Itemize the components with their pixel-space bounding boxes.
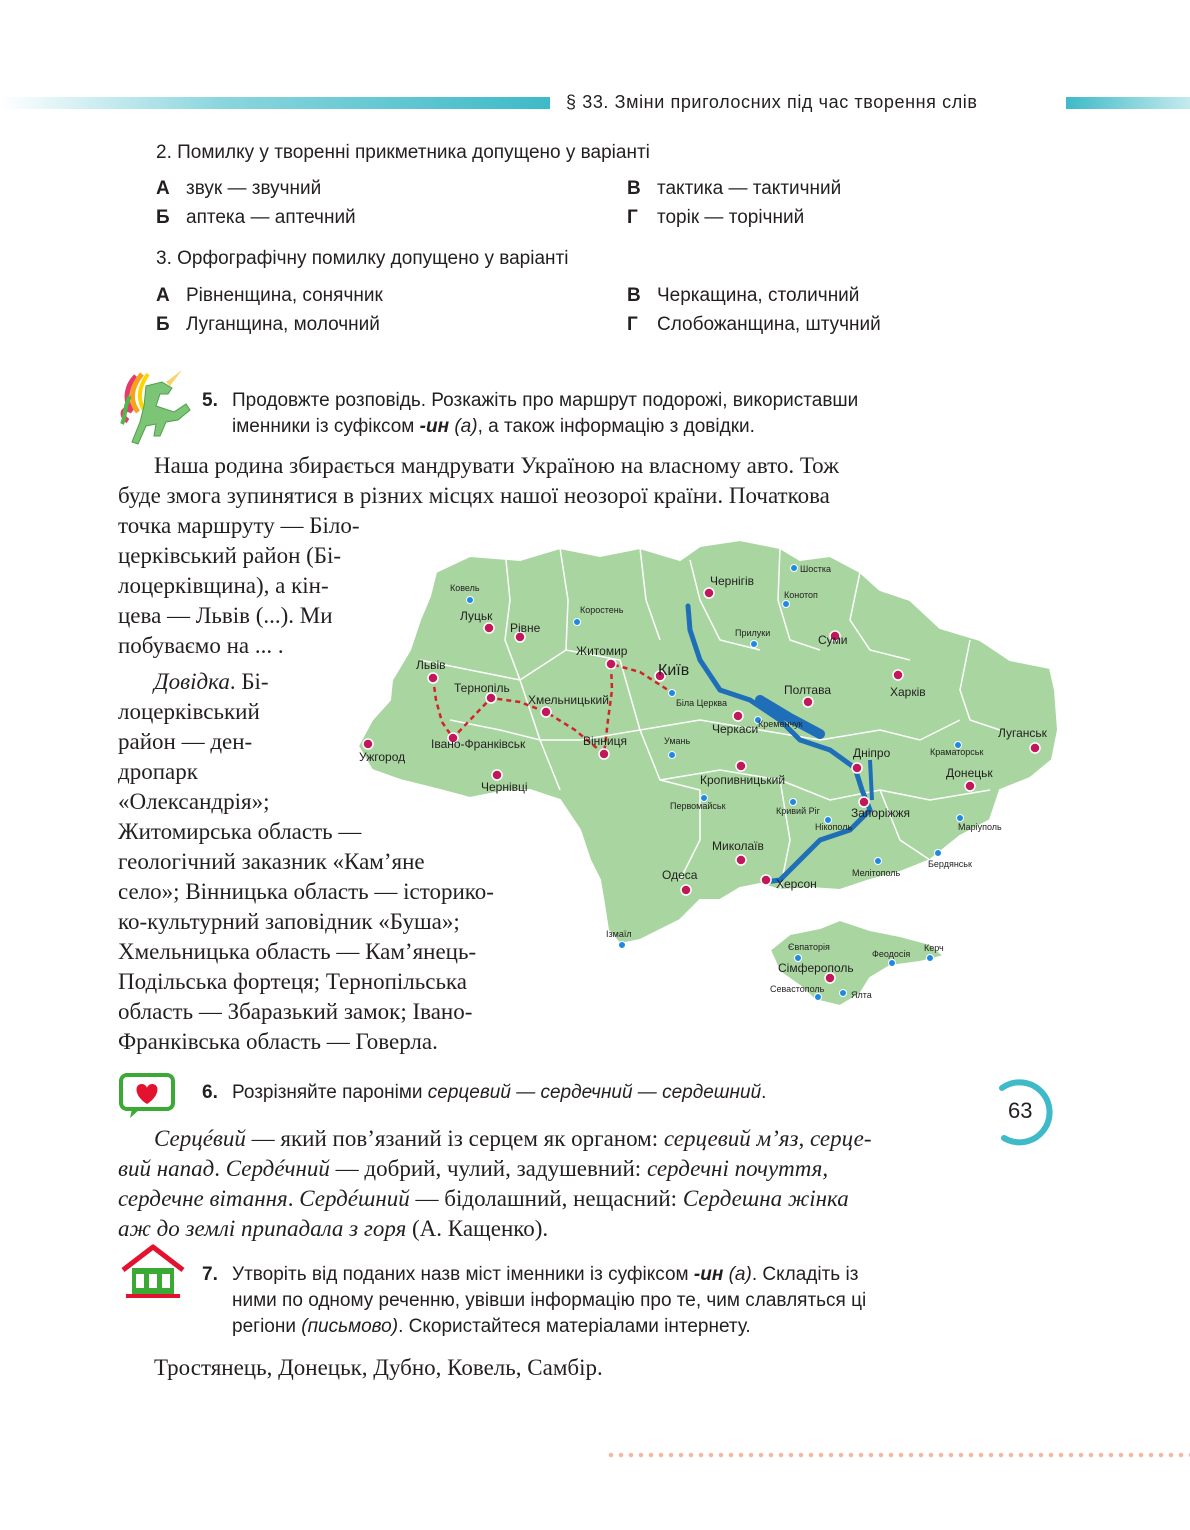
map-label: Запоріжжя [851, 806, 910, 820]
map-label: Ужгород [359, 750, 406, 764]
task-5: 5. Продовжте розповідь. Розкажіть про маршрут подорожі, використавши іменники із суфіксом -ин (а), а також інформацію з довідки. [202, 390, 859, 437]
question-3: 3. Орфографічну помилку допущено у варіанті [156, 248, 569, 269]
map-label: Ялта [851, 990, 872, 1000]
header-bar-right [1066, 97, 1190, 109]
q3-option-c: В Черкащина, столичний [627, 285, 860, 306]
heart-chat-icon [118, 1072, 176, 1120]
cities-list: Тростянець, Донецьк, Дубно, Ковель, Самбір. [154, 1355, 603, 1380]
map-label: Київ [658, 662, 690, 679]
paronyms-line-4: аж до землі припадала з горя (А. Кащенко). [118, 1216, 549, 1241]
section-title: § 33. Зміни приголосних під час творення слів [566, 92, 978, 112]
map-label: Львів [416, 658, 446, 672]
reference-line: Хмельницька область — Кам’янець- [118, 939, 477, 964]
reference-line: область — Збаразький замок; Івано- [118, 999, 473, 1024]
story-line-2: буде змога зупинятися в різних місцях нашої неозорої країни. Початкова [118, 483, 830, 508]
q2-option-a: А звук — звучний [156, 178, 322, 199]
footer-dots [606, 1452, 1190, 1458]
map-label: Рівне [510, 621, 541, 635]
task-7: 7. Утворіть від поданих назв міст іменники із суфіксом -ин (а). Складіть із ними по одному реченню, увівши інформацію про те, чим славляться ці регіони (письмово). Скористайтеся матеріалами інтернету. [202, 1264, 867, 1337]
q2-option-d: Г торік — торічний [627, 207, 805, 228]
q3-option-a: А Рівненщина, сонячник [156, 285, 383, 306]
q3-option-b: Б Луганщина, молочний [156, 314, 380, 335]
story-narrow-3: лоцерківщина), а кін- [118, 573, 329, 598]
map-label: Євпаторія [788, 942, 830, 952]
map-label: Донецьк [946, 766, 993, 780]
house-icon [120, 1244, 186, 1300]
map-label: Миколаїв [712, 839, 764, 853]
map-label: Конотоп [784, 590, 818, 600]
map-label: Коростень [580, 605, 624, 615]
reference-line: «Олександрія»; [118, 789, 270, 814]
reference-line: геологічний заказник «Кам’яне [118, 849, 425, 874]
map-label: Прилуки [735, 628, 771, 638]
map-label: Кропивницький [700, 773, 786, 787]
q2-option-c: В тактика — тактичний [627, 178, 842, 199]
map-label: Умань [664, 736, 691, 746]
map-label: Бердянськ [928, 859, 972, 869]
reference-line: дропарк [118, 759, 198, 784]
map-label: Сімферополь [778, 961, 854, 975]
map-label: Чернівці [481, 780, 528, 794]
map-label: Ковель [450, 583, 480, 593]
map-label: Одеса [662, 868, 698, 882]
map-label: Івано-Франківськ [431, 737, 526, 751]
map-label: Ізмаїл [606, 929, 632, 939]
paronyms-line-2: вий напад. Сердéчний — добрий, чулий, задушевний: сердечні почуття, [118, 1156, 829, 1181]
story-narrow-2: церківський район (Бі- [118, 543, 342, 568]
map-label: Херсон [776, 877, 817, 891]
map-label: Суми [818, 633, 848, 647]
paronyms-line-1: Серцéвий — який пов’язаний із серцем як органом: серцевий м’яз, серце- [154, 1126, 872, 1151]
reference-title: Довідка. Бі- [154, 669, 269, 694]
map-label: Дніпро [853, 746, 891, 760]
reference-line: село»; Вінницька область — історико- [118, 879, 494, 904]
map-label: Луганськ [998, 726, 1047, 740]
map-label: Тернопіль [454, 681, 510, 695]
task-6: 6. Розрізняйте пароніми серцевий — сердечний — сердешний. [202, 1082, 767, 1103]
map-label: Первомайськ [670, 801, 726, 811]
ukraine-map [355, 540, 1065, 1010]
story-narrow-5: побуваємо на ... . [118, 633, 284, 658]
reference-line: район — ден- [118, 729, 253, 754]
q2-option-b: Б аптека — аптечний [156, 207, 356, 228]
map-label: Біла Церква [676, 698, 727, 708]
story-narrow-4: цева — Львів (...). Ми [118, 603, 333, 628]
story-line-1: Наша родина збирається мандрувати Україною на власному авто. Тож [154, 453, 840, 478]
reference-line: ко-культурний заповідник «Буша»; [118, 909, 460, 934]
map-label: Полтава [784, 683, 831, 697]
map-label: Шостка [800, 564, 832, 574]
map-label: Житомир [576, 644, 628, 658]
question-2: 2. Помилку у творенні прикметника допущено у варіанті [156, 142, 650, 163]
map-label: Черкаси [712, 722, 759, 736]
map-label: Хмельницький [528, 693, 609, 707]
map-label: Кривий Ріг [776, 806, 820, 816]
map-label: Вінниця [583, 734, 627, 748]
map-label: Кременчук [758, 719, 803, 729]
map-label: Краматорськ [930, 747, 984, 757]
paronyms-line-3: сердечне вітання. Сердéшний — бідолашний, нещасний: Сердешна жінка [118, 1186, 849, 1211]
map-label: Луцьк [460, 609, 493, 623]
map-label: Керч [924, 943, 944, 953]
map-label: Феодосія [872, 949, 911, 959]
story-narrow-1: точка маршруту — Біло- [118, 513, 360, 538]
q3-option-d: Г Слобожанщина, штучний [627, 314, 881, 335]
header-bar-left [0, 97, 550, 109]
map-label: Мелітополь [852, 868, 901, 878]
map-label: Харків [890, 685, 926, 699]
map-label: Нікополь [815, 822, 853, 832]
reference-line: Житомирська область — [118, 819, 362, 844]
map-label: Севастополь [770, 984, 825, 994]
unicorn-icon [116, 366, 196, 452]
map-label: Маріуполь [958, 822, 1002, 832]
reference-line: Франківська область — Говерла. [118, 1029, 438, 1054]
page-number: 63 [1008, 1098, 1033, 1123]
map-label: Чернігів [710, 574, 755, 588]
reference-line: Подільська фортеця; Тернопільська [118, 969, 467, 994]
reference-line: лоцерківський [118, 699, 260, 724]
